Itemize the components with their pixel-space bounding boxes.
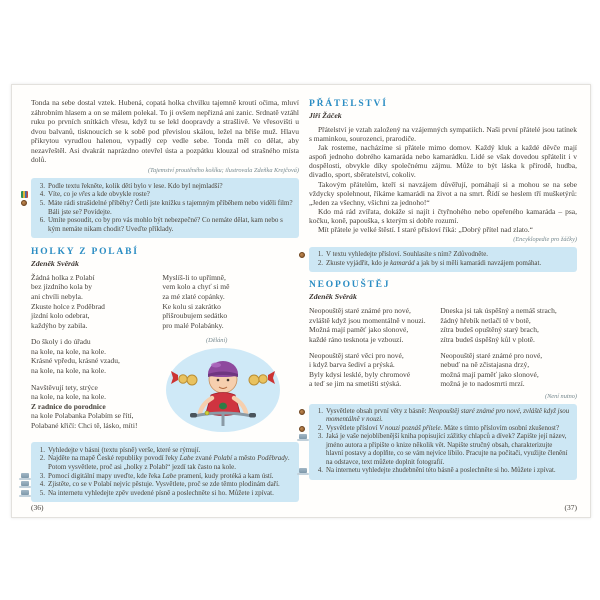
poem-line: na kole, na kole, na kole. [31,366,106,376]
poem-line: za mé zlaté copánky. [162,291,225,301]
question-item [36,489,293,498]
book-icon [21,191,28,198]
poem-stanza [309,351,440,389]
poem-line: Do školy i do úřadu [31,337,91,347]
talk-icon [21,200,27,206]
poem-stanza [309,306,440,344]
question-number: 5. [39,198,45,207]
poem-column-left [31,273,162,438]
poem-line: zítra budeš úspěšný kůl v plotě. [440,334,535,344]
question-number: 4. [39,480,45,489]
poem-neopoustej [309,306,577,395]
page-number-left: (36) [31,503,44,512]
laptop-icon [299,434,307,439]
question-text: Víte, co je vřes a kde obvykle roste? [48,190,150,199]
paragraph: Kdo má rád zvířata, dokáže si najít i čtyřnohého nebo opeřeného kamaráda – psa, kočku, koně, papouška, s kterým si dobře rozumí. [309,206,577,225]
poem-line: ani chvíli nebyla. [31,291,83,301]
girl-on-bike-illustration [164,346,282,434]
poem-line: zítra budeš opuštěný starý brach, [440,325,539,335]
question-item [36,454,293,471]
section-title-holky-z-polabi: HOLKY Z POLABÍ [31,246,139,257]
poem-line: Žádná holka z Polabí [31,272,95,282]
article-text [309,125,577,234]
poem-stanza [440,306,577,344]
poem-line: Byly kdysi lesklé, byly chromové [309,369,411,379]
questions-box-bottom-left [31,442,299,502]
question-number: 4. [317,467,323,475]
question-text: Podle textu řekněte, kolik dětí bylo v lese. Kdo byl nejmladší? [48,181,223,190]
author-jiri-zacek: Jiří Žáček [309,111,342,120]
question-item [36,199,293,216]
question-item [314,408,571,425]
question-item [36,472,293,481]
question-number: 2. [39,454,45,463]
section-title-pratelstvi: PŘÁTELSTVÍ [309,99,388,109]
story-continuation-text: Tonda na sebe dostal vztek. Hubená, copatá holka chvilku tajemně kroutí očima, mluví záhrobním hlasem a on se málem polekal. To ji ovšem nepřizná ani zanic. Srdnatě vztáhl ruku po prvních snítkách vřesu, když tu se lekl doopravdy a strašlivě. Ve vřesovišti u dvou balvanů, tisknoucích se k sobě pod převislou skálou, ležel na břiše muž. Hlavu přikrytou vyrudlou halenou, vypadlý cep vedle sebe. Tonda měl co dělat, aby nezavřeštěl. Asi dvakrát naprázdno otevřel ústa a pozpátku klouzal od strašného místa dolů. [31,98,299,164]
song-source-attribution: (Dělání) [205,337,228,345]
page-left [31,85,299,517]
poem-line: možná mají paměť jako slonové, [440,369,539,379]
poem-line: každé ráno tesknota je vzbouzí. [309,334,404,344]
question-text: Vysvětlete přísloví V nouzi poznáš přítele. Máte s tímto příslovím osobní zkušenost? [326,424,560,432]
question-text: Máte rádi strašidelné příběhy? Četli jste knížku s tajemným příběhem nebo viděli film? Báli jste se? Povídejte. [48,198,293,216]
question-text: Umíte posoudit, co by pro vás mohlo být nebezpečné? Co nemáte dělat, kam nebo s kým nemáte nikam chodit? Uveďte příklady. [48,216,283,234]
book-spread [11,84,591,518]
questions-box-top-left [31,178,299,238]
question-text: Na internetu vyhledejte zhudebnění této básně a poslechněte si ho. Můžete i zpívat. [326,467,556,475]
poem-line: přišroubujem sedátko [162,311,228,321]
poem-line: nebuď na ně zčistajasna drzý, [440,360,530,370]
laptop-icon [299,468,307,473]
question-item [36,216,293,233]
poem-line: bez jízdního kola by [31,282,93,292]
question-item [36,190,293,199]
question-item [314,425,571,434]
question-number: 2. [317,424,323,432]
question-number: 3. [39,181,45,190]
poem-line: Dneska jsi tak úspěšný a nemáš strach, [440,306,557,316]
question-number: 3. [39,471,45,480]
page-right [309,85,577,517]
question-number: 1. [317,251,323,259]
poem-line: Neopouštěj staré známé pro nové, [309,306,411,316]
poem-line: Polabané křičí: Chci tě, lásko, míti! [31,421,138,431]
author-zdenek-sverak: Zdeněk Svěrák [31,258,79,268]
paragraph: Jak rosteme, nacházíme si přátele mimo domov. Každý kluk a každé děvče mají aspoň jednoho dobrého kamaráda nebo kamarádku. Lidé se však dovedou spřátelit i v dospělosti, obvykle díky společnému zájmu. Může to být láska k přírodě, hudba, divadlo, sport, sběratelství, cokoliv. [309,143,577,180]
talk-icon [299,252,305,258]
question-number: 2. [317,259,323,267]
poem-line: Možná mají paměť jako slonové, [309,325,409,335]
question-text: Vyhledejte v básni (textu písně) verše, které se rýmují. [48,445,201,454]
question-item [314,251,571,260]
question-number: 1. [39,445,45,454]
poem-stanza [440,351,577,389]
poem-line: Navštěvují tety, strýce [31,382,98,392]
poem-line: i když barva šediví a prýská. [309,360,395,370]
question-number: 6. [39,216,45,225]
paragraph: Mít přátele je velké štěstí. I staré přísloví říká: „Dobrý přítel nad zlato.“ [318,225,533,235]
questions-box-bottom-right [309,404,577,480]
question-text: Zkuste vyjádřit, kdo je kamarád a jak by si měli kamarádi navzájem pomáhat. [326,259,542,267]
poem-line: vem kolo a chyť si mě [162,282,230,292]
poem-line: a teď se jim na smetišti stýská. [309,379,402,389]
poem-stanza [162,273,299,331]
question-text: V textu vyhledejte přísloví. Souhlasíte s ním? Zdůvodněte. [326,251,488,259]
laptop-icon [21,473,29,478]
poem-line: Zkuste holce z Poděbrad [31,301,105,311]
question-text: Zjistěte, co se v Polabí nejvíc pěstuje. Vysvětlete, proč se zde těmto plodinám daří. [48,480,280,489]
question-number: 1. [317,407,323,415]
poem-line: Neopouštěj staré věci pro nové, [309,350,404,360]
poem-stanza [31,337,162,375]
poem-line: Neopouštěj staré známé pro nové, [440,350,543,360]
question-text: Vysvětlete obsah první věty z básně: Neopouštěj staré známé pro nové, zvláště když jsou momentálně v nouzi. [326,407,570,424]
poem-line: žádný hřebík netlačí tě v botě, [440,315,531,325]
poem-line: možná je to nadosmrti mrzí. [440,379,525,389]
poem-line: na kole, na kole, na kole. [31,346,106,356]
question-text: Najděte na mapě České republiky povodí řeky Labe zvané Polabí a město Poděbrady. Potom vysvětlete, proč asi „holky z Polabí“ jezdí tak často na kole. [48,454,290,472]
paragraph: Přátelství je vztah založený na vzájemných sympatiích. Naši první přátelé jsou tatínek s maminkou, sourozenci, prarodiče. [309,125,577,144]
author-zdenek-sverak-2: Zdeněk Svěrák [309,292,357,302]
poem-column-right-stanzas [162,273,299,331]
poem-stanza [31,273,162,331]
poem-source-attribution: (Není nutno) [544,392,577,400]
talk-icon [299,426,305,432]
laptop-icon [21,481,29,486]
poem-line: na kole, na kole, na kole. [31,392,106,402]
question-text: Jaká je vaše nejoblíbenější kniha popisující zážitky chlapců a dívek? Zapište její název, jméno autora a připište o knize několik vět. Napište stručný obsah, charakterizujte hlavní postavy a doplňte, co se vám nejvíce líbilo. Pracujte na počítači, využijte členění na odstavce, text můžete doplnit fotografií. [326,433,568,466]
story-source-attribution: (Tajemství proutěného košíku; ilustrovala Zdeňka Krejčová) [147,166,299,174]
page-number-right: (37) [564,503,577,512]
question-item [36,480,293,489]
question-text: Pomocí digitální mapy uveďte, kde řeka Labe pramení, kudy protéká a kam ústí. [48,471,274,480]
poem-line: Krásné vpředu, krásné vzadu, [31,356,120,366]
poem-holky-z-polabi [31,273,299,438]
poem-line: zvláště když jsou momentálně v nouzi. [309,315,426,325]
questions-box-mid-right [309,247,577,272]
poem-line: pro malé Polabánky. [162,320,224,330]
poem-line: jízdní kolo odebrat, [31,311,90,321]
question-item [314,260,571,269]
question-number: 5. [39,489,45,498]
poem-line: Z radnice do porodnice [31,401,106,411]
question-item [36,446,293,455]
laptop-icon [21,490,29,495]
question-item [36,182,293,191]
poem-stanza [31,383,162,431]
poem-neopoustej-column-right [440,306,577,395]
poem-line: Ke kolu si zakrátko [162,301,221,311]
paragraph: Takovým přátelům, kteří si navzájem důvěřují, pomáhají si a mohou se na sebe vždycky spolehnout, říkáme kamarádi na život a na smrt. Řídí se heslem tří mušketýrů: „Jeden za všechny, všichni za jednoho!“ [309,179,577,207]
talk-icon [299,409,305,415]
poem-line: Myslíš-li to upřímně, [162,272,226,282]
question-item [314,467,571,476]
question-item [314,433,571,467]
poem-neopoustej-column-left [309,306,440,395]
question-number: 3. [317,433,323,441]
article-source-attribution: (Encyklopedie pro žáčky) [513,236,577,244]
poem-column-right [162,273,299,438]
section-title-neopoustej: NEOPOUŠTĚJ [309,280,391,291]
poem-line: na kole Polabanka Polabím se řítí, [31,411,134,421]
poem-line: každýho by zabila. [31,320,88,330]
question-text: Na internetu vyhledejte zpěv uvedené písně a poslechněte si ho. Můžete i zpívat. [48,489,274,498]
question-number: 4. [39,190,45,199]
